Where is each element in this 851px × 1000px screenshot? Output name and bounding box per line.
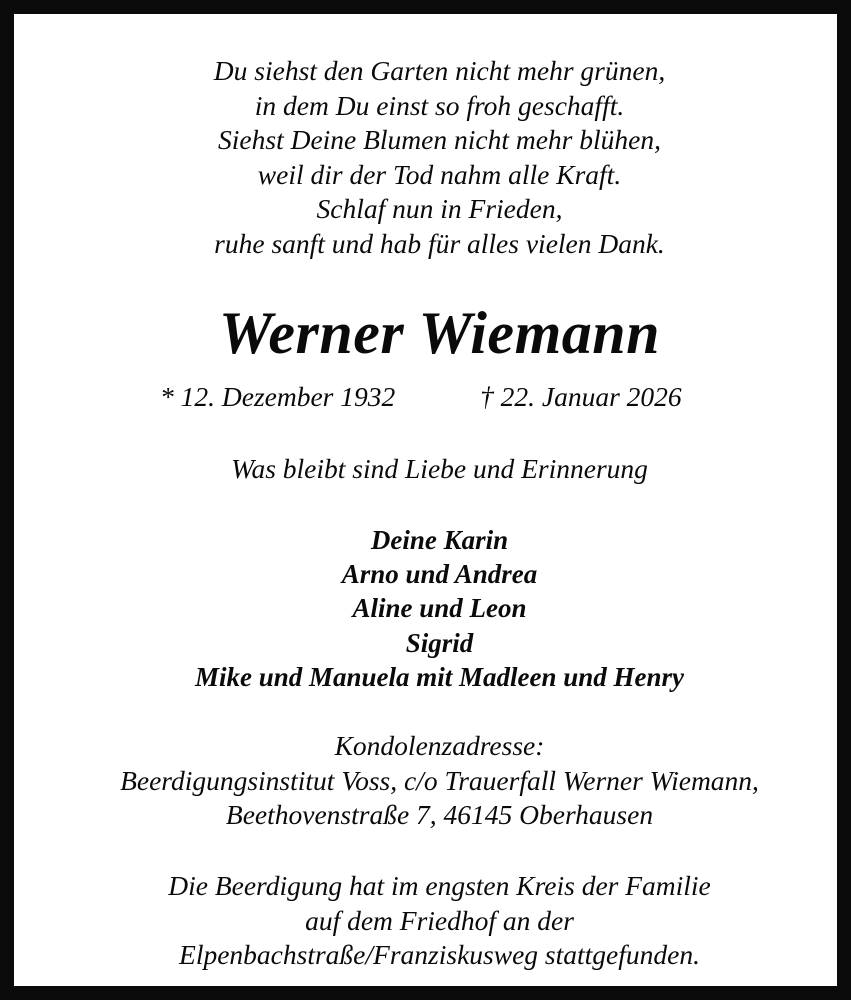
poem-line: Schlaf nun in Frieden,	[316, 193, 563, 225]
poem-line: weil dir der Tod nahm alle Kraft.	[257, 158, 622, 190]
funeral-line: Elpenbachstraße/Franziskusweg stattgefunden.	[179, 939, 700, 971]
mourner-line: Mike und Manuela mit Madleen und Henry	[194, 661, 685, 692]
obituary-content	[28, 28, 851, 1000]
mourner-line: Deine Karin	[370, 525, 509, 555]
poem-line: Du siehst den Garten nicht mehr grünen,	[213, 55, 666, 86]
condolence-address	[28, 729, 851, 833]
funeral-line: Die Beerdigung hat im engsten Kreis der Familie	[168, 870, 711, 901]
poem	[28, 54, 851, 262]
birth-date: * 12. Dezember 1932	[160, 381, 396, 412]
condolence-line: Beerdigungsinstitut Voss, c/o Trauerfall Werner Wiemann,	[120, 764, 759, 796]
funeral-note	[28, 869, 851, 973]
condolence-line: Kondolenzadresse:	[334, 730, 545, 761]
poem-line: in dem Du einst so froh geschafft.	[254, 89, 625, 121]
motto: Was bleibt sind Liebe und Erinnerung	[231, 453, 648, 484]
mourner-line: Arno und Andrea	[341, 559, 538, 590]
deceased-name: Werner Wiemann	[219, 300, 660, 366]
mourners-list	[28, 523, 851, 694]
condolence-line: Beethovenstraße 7, 46145 Oberhausen	[225, 799, 654, 831]
mourner-line: Aline und Leon	[352, 593, 527, 624]
death-date: † 22. Januar 2026	[480, 381, 682, 412]
poem-line: Siehst Deine Blumen nicht mehr blühen,	[218, 124, 661, 156]
funeral-line: auf dem Friedhof an der	[305, 904, 574, 936]
poem-line: ruhe sanft und hab für alles vielen Dank.	[214, 227, 665, 259]
mourner-line: Sigrid	[405, 627, 474, 658]
